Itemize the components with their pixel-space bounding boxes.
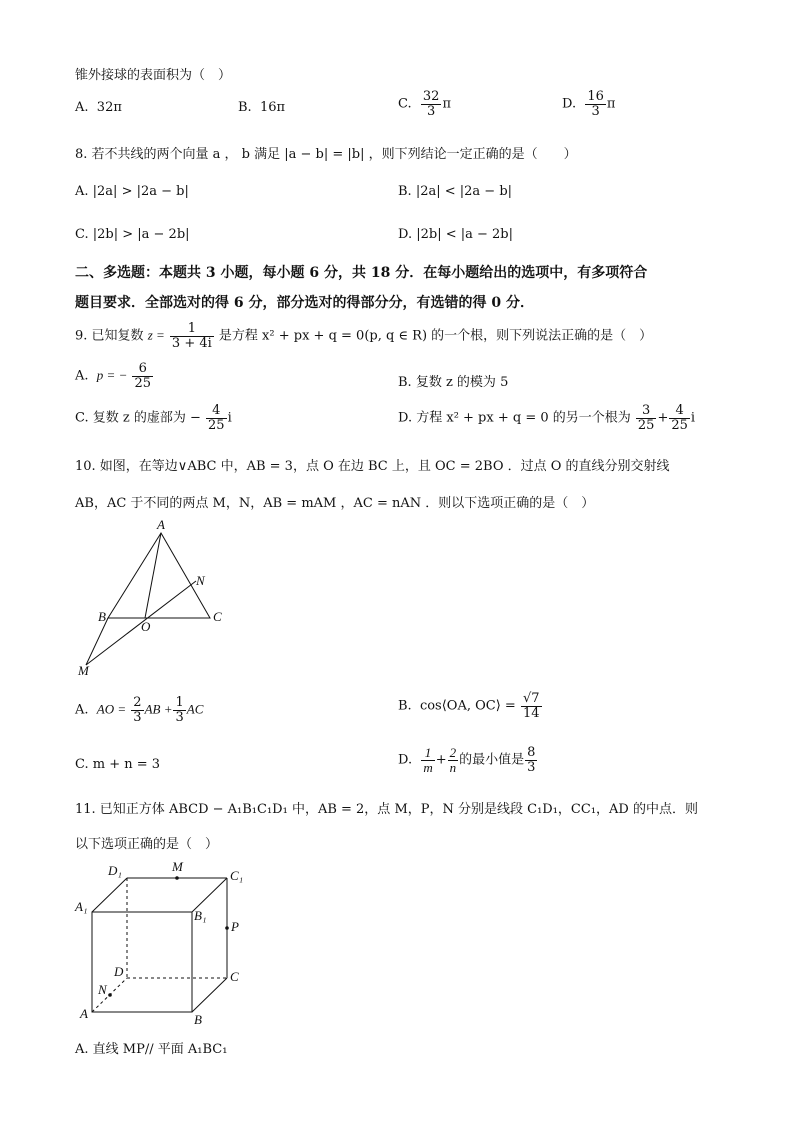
point-p (225, 926, 229, 930)
option-text: C. 复数 z 的虚部为 − (75, 410, 201, 426)
section-heading-line1: 二、多选题：本题共 3 小题，每小题 6 分，共 18 分．在每小题给出的选项中，有多项符合 (75, 265, 648, 281)
plus-sign: + (435, 752, 447, 768)
q9-stem-pre: 9. 已知复数 (75, 328, 144, 344)
q11-stem-line1: 11. 已知正方体 ABCD − A₁B₁C₁D₁ 中，AB = 2，点 M，P，N 分别是线段 C₁D₁，CC₁，AD 的中点．则 (75, 802, 698, 817)
option-tail: π (606, 96, 616, 112)
q8-option-a[interactable]: A. |2a| > |2a − b| (75, 184, 189, 199)
q10-option-d[interactable] (398, 746, 538, 774)
option-letter: A. (75, 368, 89, 384)
q11-option-a[interactable]: A. 直线 MP// 平面 A₁BC₁ (75, 1042, 228, 1057)
label-c: C (230, 969, 239, 984)
fraction: $\frac{4}{25}$ (671, 403, 688, 433)
option-tail: i (690, 410, 696, 426)
label-d1: D₁ (108, 863, 122, 878)
q9-option-b[interactable]: B. 复数 z 的模为 5 (398, 375, 509, 390)
option-expr: cos⟨OA, OC⟩ = (419, 698, 516, 714)
option-expr: AC (186, 701, 204, 717)
q9-stem-post: 是方程 x² + px + q = 0(p, q ∈ R) 的一个根，则下列说法正确的是（ ） (218, 328, 653, 344)
fraction: $\frac{1}{3}$ (175, 695, 184, 725)
fraction: $\frac{√7}{14}$ (522, 691, 540, 721)
plus-sign: + (657, 410, 669, 426)
label-o: O (141, 619, 151, 634)
label-d: D (114, 964, 124, 979)
label-b1: B₁ (194, 908, 207, 923)
q10-option-c[interactable]: C. m + n = 3 (75, 757, 161, 772)
q10-stem-line1: 10. 如图，在等边∨ABC 中，AB = 3，点 O 在边 BC 上，且 OC = 2BO ．过点 O 的直线分别交射线 (75, 459, 670, 474)
q7-option-d[interactable] (562, 90, 615, 118)
option-letter: B. (398, 698, 412, 714)
q10-stem-line2: AB，AC 于不同的两点 M，N，AB = mAM ，AC = nAN ．则以下选项正确的是（ ） (75, 496, 595, 511)
option-letter: C. (398, 96, 412, 112)
fraction: $\frac{8}{3}$ (527, 745, 536, 775)
fraction: $\frac{3}{25}$ (637, 403, 655, 433)
option-expr: AB + (144, 701, 173, 717)
option-value: 16π (259, 100, 286, 115)
q8-option-c[interactable]: C. |2b| > |a − 2b| (75, 227, 190, 242)
option-letter: D. (398, 752, 413, 768)
option-letter: A. (75, 702, 89, 718)
option-tail: i (227, 410, 232, 426)
cube-figure (70, 858, 260, 1028)
cube-front-face (92, 912, 192, 1012)
edge-b1c1 (192, 878, 227, 912)
q10-option-b[interactable] (398, 692, 543, 720)
q7-option-c[interactable] (398, 90, 451, 118)
edge-bc (192, 978, 227, 1012)
point-m (175, 876, 179, 880)
fraction: $\frac{1}{m}$ (423, 745, 433, 775)
label-n: N (98, 982, 107, 997)
label-a1: A₁ (75, 899, 88, 914)
ray-ab-extension (86, 618, 108, 665)
label-a: A (80, 1006, 88, 1021)
fraction: $\frac{2}{3}$ (133, 695, 142, 725)
q9-option-c[interactable] (75, 404, 232, 432)
label-b: B (98, 609, 106, 624)
q8-option-b[interactable]: B. |2a| < |2a − b| (398, 184, 513, 199)
option-letter: D. (562, 96, 577, 112)
q9-option-d[interactable] (398, 404, 695, 432)
q9-z: z = (147, 327, 165, 343)
q7-stem-tail: 锥外接球的表面积为（ ） (75, 68, 232, 83)
fraction: $\frac{32}{3}$ (422, 89, 440, 119)
q11-stem-line2: 以下选项正确的是（ ） (75, 837, 219, 852)
option-text: 的最小值是 (459, 752, 525, 768)
fraction: $\frac{4}{25}$ (208, 403, 225, 433)
label-b: B (194, 1012, 202, 1027)
option-letter: B. (238, 100, 252, 115)
fraction: $\frac{6}{25}$ (134, 361, 152, 391)
option-value: 32π (96, 100, 122, 115)
option-expr: AO = (96, 701, 127, 717)
option-tail: π (442, 96, 451, 112)
triangle-figure (70, 515, 240, 680)
label-m: M (78, 663, 89, 678)
option-expr: p = − (96, 367, 128, 383)
label-c1: C₁ (230, 868, 244, 883)
label-c: C (213, 609, 222, 624)
fraction: $\frac{1}{3 + 4i}$ (171, 321, 212, 351)
section-heading-line2: 题目要求．全部选对的得 6 分，部分选对的得部分分，有选错的得 0 分． (75, 295, 534, 311)
label-n: N (196, 573, 205, 588)
point-n (108, 993, 112, 997)
label-a: A (157, 517, 165, 532)
fraction: $\frac{16}{3}$ (587, 89, 604, 119)
q8-stem: 8. 若不共线的两个向量 a ， b 满足 |a − b| = |b| ，则下列结论一定正确的是（ ） (75, 147, 577, 162)
fraction: $\frac{2}{n}$ (449, 745, 457, 775)
option-letter: A. (75, 100, 89, 115)
q8-option-d[interactable]: D. |2b| < |a − 2b| (398, 227, 513, 242)
label-m: M (172, 859, 183, 874)
q7-option-a[interactable] (75, 100, 122, 115)
q7-option-b[interactable] (238, 100, 285, 115)
q9-stem (75, 322, 652, 350)
q9-option-a[interactable] (75, 362, 154, 390)
option-text: D. 方程 x² + px + q = 0 的另一个根为 (398, 410, 631, 426)
q10-option-a[interactable] (75, 696, 203, 724)
edge-a1d1 (92, 878, 127, 912)
label-p: P (231, 919, 239, 934)
